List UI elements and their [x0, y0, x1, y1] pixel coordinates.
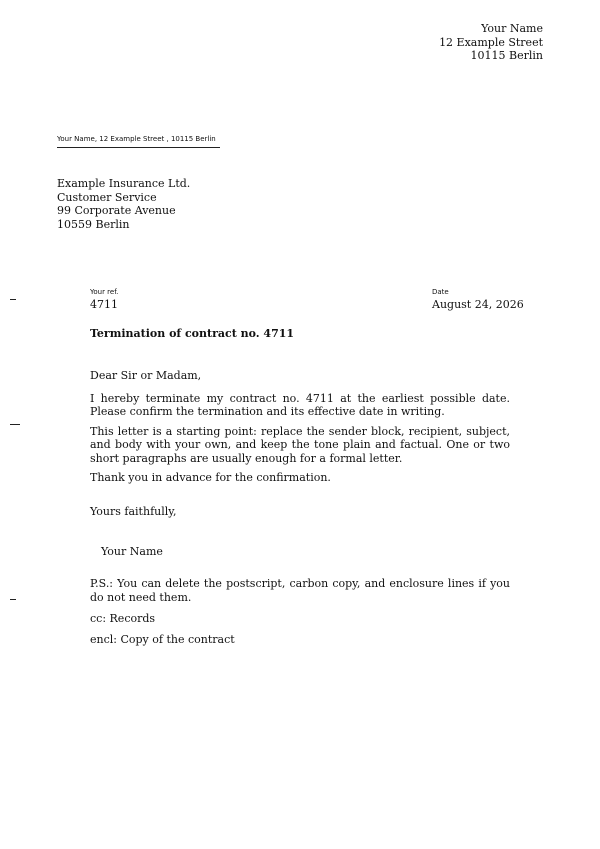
enclosure: encl: Copy of the contract: [90, 633, 235, 646]
recipient-street: 99 Corporate Avenue: [57, 204, 176, 217]
letter-body: [90, 369, 510, 491]
recipient-department: Customer Service: [57, 190, 157, 204]
recipient-company: Example Insurance Ltd.: [57, 177, 191, 190]
reference-label: Your ref.: [90, 288, 119, 296]
body-paragraph: This letter is a starting point: replace the sender block, recipient, subject, and body with your own, and keep the tone plain and factual. One or two short paragraphs are usually enough for a formal letter.: [90, 424, 510, 465]
date-value: August 24, 2026: [432, 298, 524, 311]
punch-mark: [10, 424, 20, 425]
fold-mark-bottom: [10, 599, 16, 600]
sender-street: 12 Example Street: [439, 35, 543, 49]
postscript: P.S.: You can delete the postscript, carbon copy, and enclosure lines if you do not need them.: [90, 577, 510, 604]
recipient-block: [57, 177, 190, 231]
letter-subject: Termination of contract no. 4711: [90, 327, 295, 340]
carbon-copy: cc: Records: [90, 612, 156, 625]
sender-city: 10115 Berlin: [470, 49, 543, 62]
sender-block: [439, 22, 543, 63]
body-paragraph: Thank you in advance for the confirmation.: [90, 471, 331, 484]
reference-value: 4711: [90, 298, 118, 311]
return-address: Your Name, 12 Example Street , 10115 Berlin: [57, 135, 216, 143]
date-label: Date: [432, 288, 449, 296]
salutation: Dear Sir or Madam,: [90, 369, 202, 382]
fold-mark-top: [10, 299, 16, 300]
recipient-city: 10559 Berlin: [57, 217, 130, 231]
body-paragraph: I hereby terminate my contract no. 4711 at the earliest possible date. Please confirm the termination and its effective date in writing.: [90, 391, 510, 418]
sender-name: Your Name: [481, 22, 543, 35]
return-address-rule: [57, 147, 220, 148]
signature-name: Your Name: [101, 545, 163, 558]
closing: Yours faithfully,: [90, 505, 177, 518]
